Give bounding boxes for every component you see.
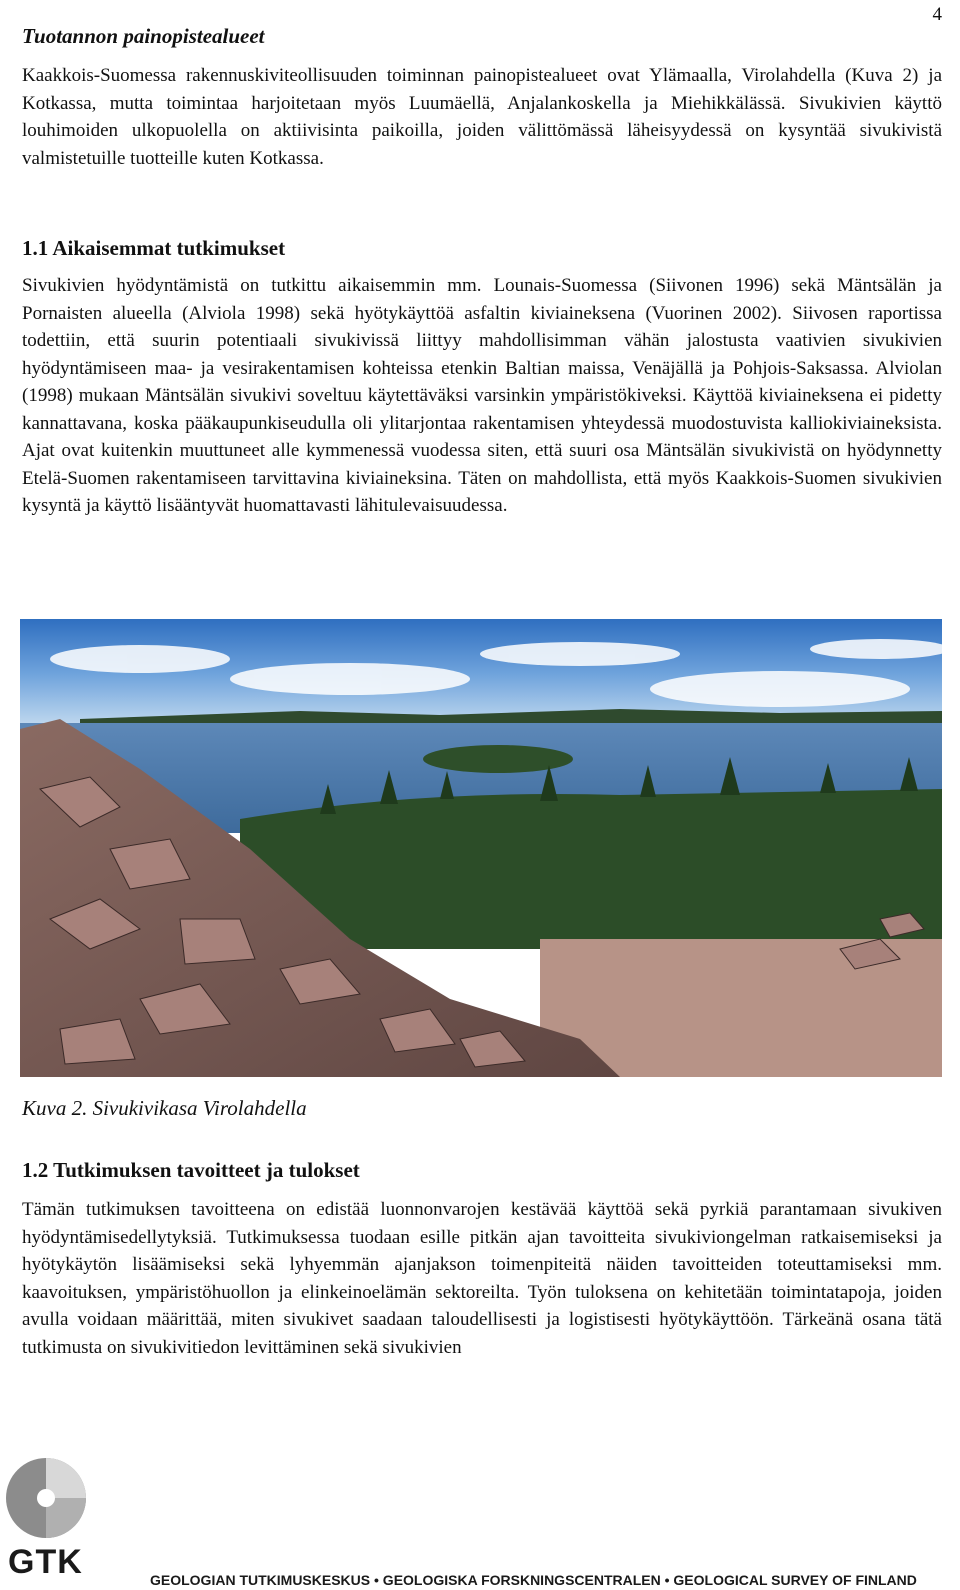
paragraph-previous-studies: Sivukivien hyödyntämistä on tutkittu aikaisemmin mm. Lounais-Suomessa (Siivonen 1996) sekä Mäntsälän ja Pornaisten alueella (Alviola 1998) sekä hyötykäyttöä asfaltin kiviaineksena (Vuorinen 2002). Siivosen raportissa todettiin, että suurin potentiaali sivukivissä liittyy mahdollisimman vähän jalostusta vaativien sivukivien hyödyntämiseen maa- ja vesirakentamisen kohteissa etenkin Baltian maissa, Venäjällä ja Pohjois-Saksassa. Alviolan (1998) mukaan Mäntsälän sivukivi soveltuu käytettäväksi varsinkin ympäristökiveksi. Käyttöä kiviaineksena ei pidetty kannattavana, koska pääkaupunkiseudulla oli ylitarjontaa rakentamisen yhteydessä muodostuvista kalliokiviaineksista. Ajat ovat kuitenkin muuttuneet alle kymmenessä vuodessa siten, että suuri osa Mäntsälän sivukivistä on hyödynnetty Etelä-Suomen rakentamiseen tarvittavina kiviaineksina. Täten on mahdollista, että myös Kaakkois-Suomen sivukivien kysyntä ja käyttö lisääntyvät huomattavasti lähitulevaisuudessa.: [22, 275, 942, 516]
figure-caption: Kuva 2. Sivukivikasa Virolahdella: [22, 1096, 307, 1120]
figure-photo-waste-rock-pile: [20, 619, 942, 1077]
section-heading-previous-studies: 1.1 Aikaisemmat tutkimukset: [22, 236, 286, 260]
footer-organization-line: GEOLOGIAN TUTKIMUSKESKUS • GEOLOGISKA FORSKNINGSCENTRALEN • GEOLOGICAL SURVEY OF FINLAND: [150, 1572, 917, 1588]
section-heading-production-areas: Tuotannon painopistealueet: [22, 24, 265, 48]
gtk-logo-text: GTK: [8, 1543, 83, 1581]
paragraph-goals-results: Tämän tutkimuksen tavoitteena on edistää luonnonvarojen kestävää käyttöä sekä pyrkiä parantamaan sivukiven hyödyntämisedellytyksiä. Tutkimuksessa tuodaan esille pitkän ajan tavoitteita sivukiviongelman ratkaisemiseksi ja hyötykäytön lisäämiseksi sekä lyhyemmän ajanjakson toimenpiteitä näiden tavoitteiden toteuttamiseksi mm. kaavoituksen, ympäristöhuollon ja elinkeinoelämän sektoreilta. Työn tuloksena on kehitetään toimintatapoja, joiden avulla voidaan määrittää, miten sivukivet saadaan taloudellisesti ja logistisesti hyötykäyttöön. Tärkeänä osana tätä tutkimusta on sivukivitiedon levittäminen sekä sivukivien: [22, 1199, 942, 1358]
section-heading-goals-results: 1.2 Tutkimuksen tavoitteet ja tulokset: [22, 1158, 360, 1182]
page-number: 4: [932, 4, 942, 25]
paragraph-production-areas: Kaakkois-Suomessa rakennuskiviteollisuuden toiminnan painopistealueet ovat Ylämaalla, Virolahdella (Kuva 2) ja Kotkassa, mutta toimintaa harjoitetaan myös Luumäellä, Anjalankoskella ja Miehikkälässä. Sivukivien käyttö louhimoiden ulkopuolella on aktiivisinta paikoilla, joiden välittömässä läheisyydessä on kysyntää sivukivistä valmistetuille tuotteille kuten Kotkassa.: [22, 65, 942, 169]
